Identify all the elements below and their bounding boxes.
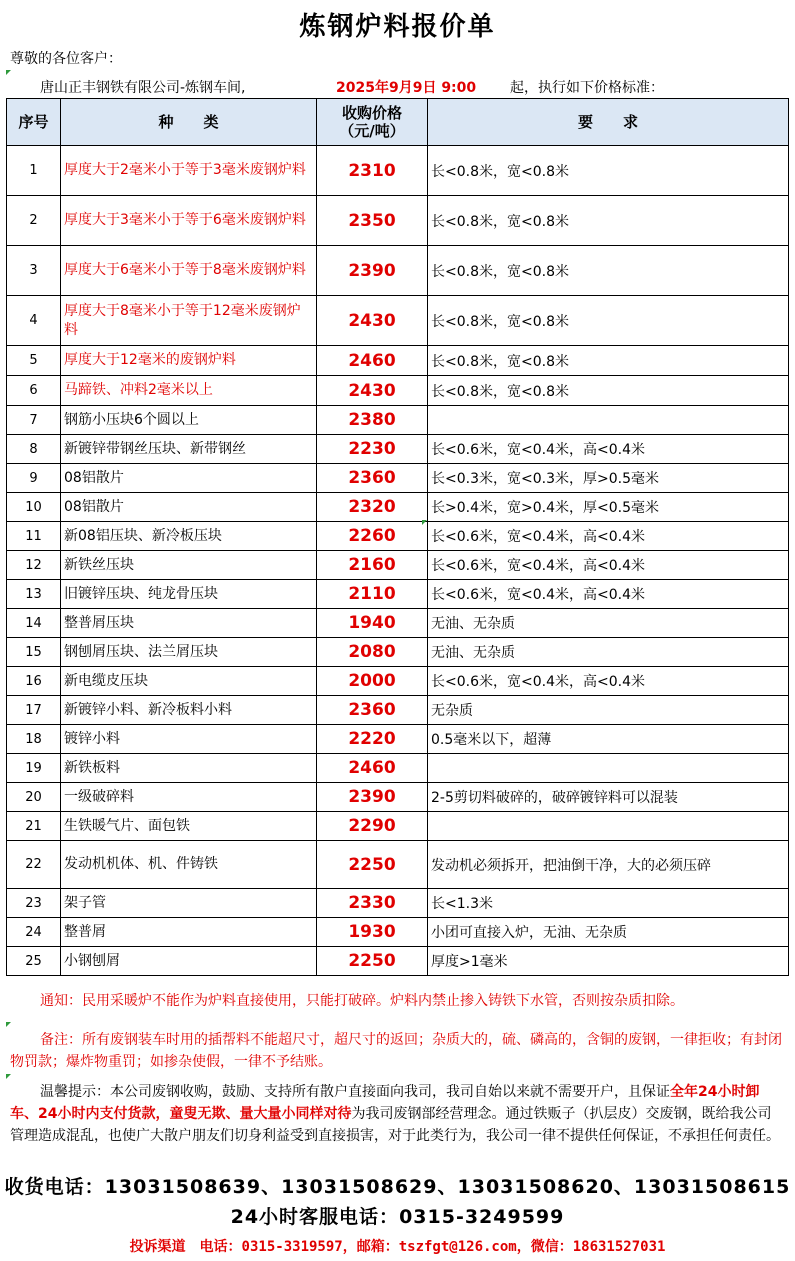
row-category: 08铝散片	[61, 464, 317, 493]
cell-marker-icon	[6, 1022, 11, 1027]
row-price: 2160	[317, 551, 428, 580]
row-requirement: 长<0.8米，宽<0.8米	[428, 346, 789, 376]
table-row	[7, 464, 789, 493]
row-index: 21	[7, 812, 61, 841]
row-requirement: 长<0.6米，宽<0.4米，高<0.4米	[428, 435, 789, 464]
row-index: 18	[7, 725, 61, 754]
row-requirement: 小团可直接入炉，无油、无杂质	[428, 918, 789, 947]
receiving-numbers: 13031508639、13031508629、13031508620、13031508615	[104, 1176, 791, 1198]
row-requirement: 长<0.6米，宽<0.4米，高<0.4米	[428, 667, 789, 696]
row-category: 旧镀锌压块、纯龙骨压块	[61, 580, 317, 609]
price-table	[6, 98, 789, 976]
row-price: 2390	[317, 246, 428, 296]
row-price: 2460	[317, 754, 428, 783]
row-price: 2350	[317, 196, 428, 246]
header-category: 种 类	[61, 99, 317, 146]
row-category: 发动机机体、机、件铸铁	[61, 841, 317, 889]
tip-highlight: 全年24小时卸车、24小时内支付货款，童叟无欺、量大量小同样对待	[10, 1084, 760, 1122]
row-category: 钢筋小压块6个圆以上	[61, 406, 317, 435]
cell-marker-icon	[422, 520, 427, 525]
service-label: 24小时客服电话：	[230, 1206, 400, 1228]
row-index: 20	[7, 783, 61, 812]
row-index: 15	[7, 638, 61, 667]
page-title: 炼钢炉料报价单	[299, 12, 496, 42]
intro-suffix: 起，执行如下价格标准：	[510, 80, 664, 96]
row-requirement: 2-5剪切料破碎的，破碎镀锌料可以混装	[428, 783, 789, 812]
service-phone	[0, 1202, 795, 1229]
row-requirement: 长<0.6米，宽<0.4米，高<0.4米	[428, 580, 789, 609]
row-requirement: 无杂质	[428, 696, 789, 725]
row-requirement: 0.5毫米以下，超薄	[428, 725, 789, 754]
row-index: 11	[7, 522, 61, 551]
row-requirement: 发动机必须拆开，把油倒干净，大的必须压碎	[428, 841, 789, 889]
row-category: 厚度大于12毫米的废钢炉料	[61, 346, 317, 376]
row-price: 1940	[317, 609, 428, 638]
cell-marker-icon	[6, 70, 11, 75]
row-category: 新镀锌带钢丝压块、新带钢丝	[61, 435, 317, 464]
tip-text	[10, 1081, 782, 1147]
row-price: 2290	[317, 812, 428, 841]
header-price-line1: 收购价格	[341, 104, 402, 122]
row-price: 2360	[317, 464, 428, 493]
table-row	[7, 296, 789, 346]
row-price: 2360	[317, 696, 428, 725]
row-price: 2250	[317, 947, 428, 976]
row-category: 厚度大于6毫米小于等于8毫米废钢炉料	[61, 246, 317, 296]
row-index: 23	[7, 889, 61, 918]
row-index: 9	[7, 464, 61, 493]
row-price: 2000	[317, 667, 428, 696]
row-index: 24	[7, 918, 61, 947]
table-row	[7, 609, 789, 638]
header-requirement: 要 求	[428, 99, 789, 146]
row-index: 4	[7, 296, 61, 346]
table-row	[7, 725, 789, 754]
row-category: 生铁暖气片、面包铁	[61, 812, 317, 841]
table-row	[7, 246, 789, 296]
row-requirement	[428, 754, 789, 783]
row-index: 2	[7, 196, 61, 246]
tip-part1: 温馨提示：本公司废钢收购，鼓励、支持所有散户直接面向我司，我司自始以来就不需要开户，且保证	[40, 1084, 670, 1100]
row-index: 6	[7, 376, 61, 406]
row-category: 新铁丝压块	[61, 551, 317, 580]
receiving-phones	[0, 1172, 795, 1199]
row-category: 厚度大于8毫米小于等于12毫米废钢炉料	[61, 296, 317, 346]
table-row	[7, 812, 789, 841]
row-category: 镀锌小料	[61, 725, 317, 754]
row-category: 新电缆皮压块	[61, 667, 317, 696]
row-price: 2320	[317, 493, 428, 522]
row-category: 马蹄铁、冲料2毫米以上	[61, 376, 317, 406]
header-index: 序号	[7, 99, 61, 146]
row-category: 08铝散片	[61, 493, 317, 522]
table-row	[7, 376, 789, 406]
complaint-channel: 投诉渠道 电话：0315-3319597，邮箱：tszfgt@126.com，微信：18631527031	[129, 1239, 666, 1255]
remark-text: 备注：所有废钢装车时用的插帮料不能超尺寸，超尺寸的返回；杂质大的，硫、磷高的，含铜的废钢，一律拒收；有封闭物罚款；爆炸物重罚；如掺杂使假，一律不予结账。	[10, 1032, 782, 1070]
row-index: 12	[7, 551, 61, 580]
row-requirement: 长>0.4米，宽>0.4米，厚<0.5毫米	[428, 493, 789, 522]
row-index: 25	[7, 947, 61, 976]
row-price: 2080	[317, 638, 428, 667]
row-category: 钢刨屑压块、法兰屑压块	[61, 638, 317, 667]
row-index: 17	[7, 696, 61, 725]
table-row	[7, 918, 789, 947]
row-index: 22	[7, 841, 61, 889]
header-price-line2: （元/吨）	[339, 122, 405, 140]
row-price: 2260	[317, 522, 428, 551]
table-row	[7, 841, 789, 889]
row-requirement: 长<0.8米，宽<0.8米	[428, 296, 789, 346]
table-row	[7, 493, 789, 522]
row-index: 14	[7, 609, 61, 638]
row-requirement: 长<0.8米，宽<0.8米	[428, 146, 789, 196]
notice-text: 通知：民用采暖炉不能作为炉料直接使用，只能打破碎。炉料内禁止掺入铸铁下水管，否则按杂质扣除。	[40, 993, 684, 1009]
row-index: 7	[7, 406, 61, 435]
row-index: 19	[7, 754, 61, 783]
table-row	[7, 947, 789, 976]
table-row	[7, 146, 789, 196]
row-requirement: 长<0.3米，宽<0.3米，厚>0.5毫米	[428, 464, 789, 493]
row-requirement: 厚度>1毫米	[428, 947, 789, 976]
row-index: 5	[7, 346, 61, 376]
row-category: 一级破碎料	[61, 783, 317, 812]
row-requirement: 无油、无杂质	[428, 609, 789, 638]
row-index: 1	[7, 146, 61, 196]
row-category: 新镀锌小料、新冷板料小料	[61, 696, 317, 725]
table-row	[7, 696, 789, 725]
table-body	[7, 146, 789, 976]
row-price: 2380	[317, 406, 428, 435]
table-row	[7, 638, 789, 667]
table-row	[7, 783, 789, 812]
row-index: 3	[7, 246, 61, 296]
cell-marker-icon	[6, 1074, 11, 1079]
table-row	[7, 889, 789, 918]
row-category: 整普屑	[61, 918, 317, 947]
table-row	[7, 580, 789, 609]
row-requirement: 长<0.8米，宽<0.8米	[428, 246, 789, 296]
table-header-row	[7, 99, 789, 146]
row-category: 厚度大于2毫米小于等于3毫米废钢炉料	[61, 146, 317, 196]
row-requirement: 无油、无杂质	[428, 638, 789, 667]
row-index: 16	[7, 667, 61, 696]
table-row	[7, 196, 789, 246]
service-number: 0315-3249599	[399, 1206, 565, 1228]
table-row	[7, 406, 789, 435]
tip-part2: 为我司废钢部经营理念。通过铁贩子（扒层皮）交废钢，既给我公司管理造成混乱，也使广大散户朋友们切身利益受到直接损害，对于此类行为，我公司一律不提供任何保证，不承担任何责任。	[10, 1106, 780, 1144]
row-requirement: 长<0.6米，宽<0.4米，高<0.4米	[428, 551, 789, 580]
row-price: 2390	[317, 783, 428, 812]
row-price: 2220	[317, 725, 428, 754]
row-requirement	[428, 406, 789, 435]
row-price: 2430	[317, 376, 428, 406]
header-price	[317, 99, 428, 146]
row-category: 新铁板料	[61, 754, 317, 783]
table-row	[7, 551, 789, 580]
intro-company: 唐山正丰钢铁有限公司-炼钢车间,	[40, 80, 246, 96]
row-category: 厚度大于3毫米小于等于6毫米废钢炉料	[61, 196, 317, 246]
row-requirement: 长<0.8米，宽<0.8米	[428, 196, 789, 246]
row-price: 2230	[317, 435, 428, 464]
row-price: 2330	[317, 889, 428, 918]
row-price: 2250	[317, 841, 428, 889]
row-index: 8	[7, 435, 61, 464]
table-row	[7, 754, 789, 783]
row-requirement: 长<0.6米，宽<0.4米，高<0.4米	[428, 522, 789, 551]
row-price: 2460	[317, 346, 428, 376]
row-price: 2110	[317, 580, 428, 609]
row-category: 架子管	[61, 889, 317, 918]
table-row	[7, 346, 789, 376]
receiving-label: 收货电话：	[4, 1176, 105, 1198]
intro-date: 2025年9月9日 9:00	[336, 80, 477, 96]
row-requirement: 长<1.3米	[428, 889, 789, 918]
row-index: 10	[7, 493, 61, 522]
table-row	[7, 522, 789, 551]
row-category: 新08铝压块、新冷板压块	[61, 522, 317, 551]
row-category: 小钢刨屑	[61, 947, 317, 976]
row-index: 13	[7, 580, 61, 609]
row-category: 整普屑压块	[61, 609, 317, 638]
row-requirement: 长<0.8米，宽<0.8米	[428, 376, 789, 406]
greeting: 尊敬的各位客户：	[10, 51, 122, 67]
row-requirement	[428, 812, 789, 841]
row-price: 2430	[317, 296, 428, 346]
table-row	[7, 667, 789, 696]
table-row	[7, 435, 789, 464]
row-price: 2310	[317, 146, 428, 196]
row-price: 1930	[317, 918, 428, 947]
